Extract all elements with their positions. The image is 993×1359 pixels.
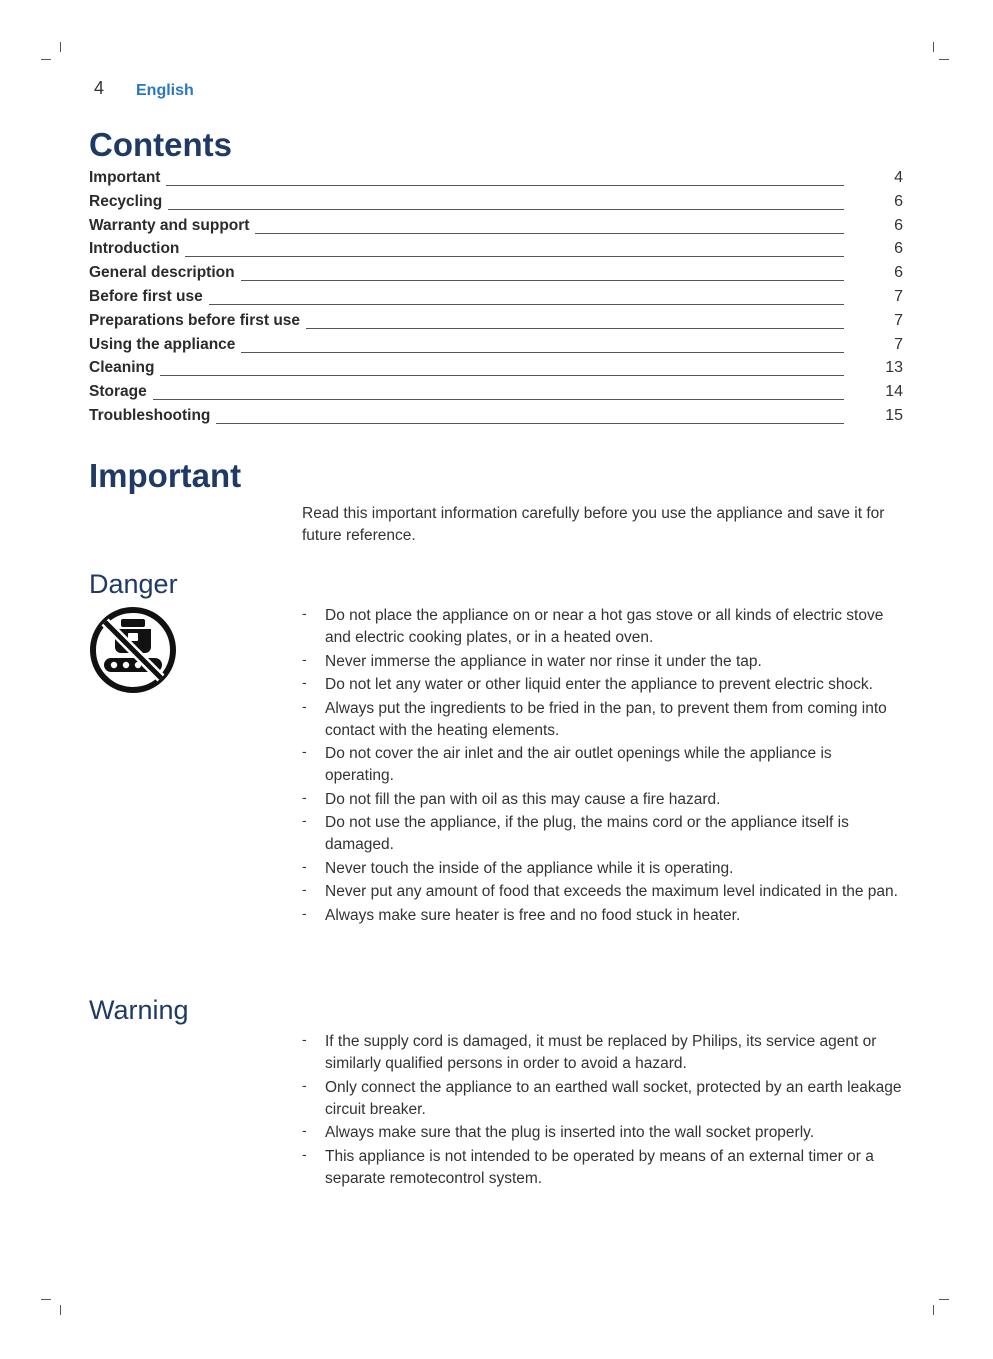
toc-entry xyxy=(89,334,903,358)
toc-entry-label: General description xyxy=(89,264,241,282)
toc-entry xyxy=(89,381,903,405)
toc-leader-line xyxy=(89,185,844,186)
warning-item-text: This appliance is not intended to be operated by means of an external timer or a separate remotecontrol system. xyxy=(325,1147,874,1187)
crop-mark xyxy=(933,1305,934,1315)
danger-item-text: Do not fill the pan with oil as this may cause a fire hazard. xyxy=(325,790,721,808)
toc-leader-line xyxy=(89,256,844,257)
crop-mark xyxy=(41,59,51,60)
bullet-dash: - xyxy=(302,1145,307,1162)
no-heated-surface-warning-icon xyxy=(88,605,178,695)
bullet-dash: - xyxy=(302,1076,307,1093)
language-label: English xyxy=(136,82,194,99)
danger-item-text: Always make sure heater is free and no food stuck in heater. xyxy=(325,906,741,924)
crop-mark xyxy=(60,42,61,52)
toc-entry xyxy=(89,357,903,381)
toc-entry-label: Warranty and support xyxy=(89,217,255,235)
danger-list-item xyxy=(302,651,902,673)
toc-entry xyxy=(89,310,903,334)
toc-entry-page: 7 xyxy=(894,287,903,305)
danger-list-item xyxy=(302,605,902,649)
toc-entry xyxy=(89,238,903,262)
warning-item-text: If the supply cord is damaged, it must be replaced by Philips, its service agent or similarly qualified persons in order to avoid a hazard. xyxy=(325,1033,877,1072)
danger-list-item xyxy=(302,812,902,856)
danger-list-item xyxy=(302,789,902,811)
danger-list-item xyxy=(302,858,902,880)
warning-list xyxy=(302,1031,902,1191)
bullet-dash: - xyxy=(302,674,307,690)
toc-entry-label: Cleaning xyxy=(89,359,160,377)
important-title: Important xyxy=(89,457,242,494)
toc-entry xyxy=(89,167,903,191)
danger-item-text: Do not cover the air inlet and the air outlet openings while the appliance is operating. xyxy=(325,745,832,784)
page-number: 4 xyxy=(94,78,105,98)
toc-entry-page: 4 xyxy=(894,169,903,186)
contents-title: Contents xyxy=(89,126,232,163)
bullet-dash: - xyxy=(302,697,307,714)
danger-list-item xyxy=(302,674,902,696)
warning-list-item xyxy=(302,1077,902,1121)
important-intro: Read this important information carefully before you use the appliance and save it for future reference. xyxy=(302,505,885,544)
toc-entry-label: Important xyxy=(89,169,166,187)
danger-item-text: Do not let any water or other liquid enter the appliance to prevent electric shock. xyxy=(325,676,873,693)
warning-item-text: Only connect the appliance to an earthed wall socket, protected by an earth leakage circuit breaker. xyxy=(325,1078,902,1118)
danger-item-text: Never touch the inside of the appliance while it is operating. xyxy=(325,859,734,877)
toc-entry-page: 14 xyxy=(885,383,903,401)
toc-entry-page: 15 xyxy=(885,406,903,424)
bullet-dash: - xyxy=(302,904,307,921)
bullet-dash: - xyxy=(302,788,307,805)
warning-title: Warning xyxy=(89,995,189,1025)
toc-entry-page: 7 xyxy=(894,311,903,329)
crop-mark xyxy=(60,1305,61,1315)
warning-list-item xyxy=(302,1146,902,1190)
table-of-contents xyxy=(89,167,903,429)
toc-entry-label: Before first use xyxy=(89,288,209,306)
bullet-dash: - xyxy=(302,743,307,759)
toc-entry-label: Recycling xyxy=(89,193,168,211)
bullet-dash: - xyxy=(302,605,307,621)
bullet-dash: - xyxy=(302,881,307,897)
crop-mark xyxy=(41,1299,51,1300)
toc-leader-line xyxy=(89,399,844,400)
bullet-dash: - xyxy=(302,1122,307,1138)
toc-entry-label: Using the appliance xyxy=(89,336,241,354)
danger-item-text: Always put the ingredients to be fried in the pan, to prevent them from coming into contact with the heating elements. xyxy=(325,699,887,739)
toc-entry xyxy=(89,215,903,239)
warning-list-item xyxy=(302,1031,902,1075)
toc-entry xyxy=(89,286,903,310)
crop-mark xyxy=(939,59,949,60)
warning-item-text: Always make sure that the plug is inserted into the wall socket properly. xyxy=(325,1124,815,1141)
toc-entry xyxy=(89,191,903,215)
bullet-dash: - xyxy=(302,650,307,667)
toc-entry xyxy=(89,262,903,286)
bullet-dash: - xyxy=(302,1031,307,1047)
toc-entry-label: Preparations before first use xyxy=(89,312,306,330)
danger-item-text: Never put any amount of food that exceeds the maximum level indicated in the pan. xyxy=(325,883,898,900)
danger-list xyxy=(302,605,902,928)
danger-title: Danger xyxy=(89,569,178,599)
crop-mark xyxy=(933,42,934,52)
danger-item-text: Do not use the appliance, if the plug, the mains cord or the appliance itself is damaged. xyxy=(325,814,849,853)
danger-list-item xyxy=(302,881,902,903)
danger-list-item xyxy=(302,905,902,927)
danger-item-text: Never immerse the appliance in water nor rinse it under the tap. xyxy=(325,652,762,670)
toc-entry-page: 6 xyxy=(894,240,903,258)
toc-entry-label: Storage xyxy=(89,383,153,401)
toc-entry-page: 6 xyxy=(894,216,903,234)
toc-entry-page: 13 xyxy=(885,359,903,377)
toc-entry-page: 6 xyxy=(894,264,903,282)
bullet-dash: - xyxy=(302,857,307,874)
danger-item-text: Do not place the appliance on or near a hot gas stove or all kinds of electric stove and electric cooking plates, or in a heated oven. xyxy=(325,607,884,646)
toc-leader-line xyxy=(89,375,844,376)
toc-entry-page: 7 xyxy=(894,335,903,353)
warning-list-item xyxy=(302,1122,902,1144)
toc-leader-line xyxy=(89,209,844,210)
toc-entry xyxy=(89,405,903,429)
bullet-dash: - xyxy=(302,812,307,828)
danger-list-item xyxy=(302,698,902,742)
toc-entry-label: Introduction xyxy=(89,240,185,258)
danger-list-item xyxy=(302,743,902,787)
toc-entry-page: 6 xyxy=(894,192,903,210)
toc-entry-label: Troubleshooting xyxy=(89,407,216,425)
crop-mark xyxy=(939,1299,949,1300)
